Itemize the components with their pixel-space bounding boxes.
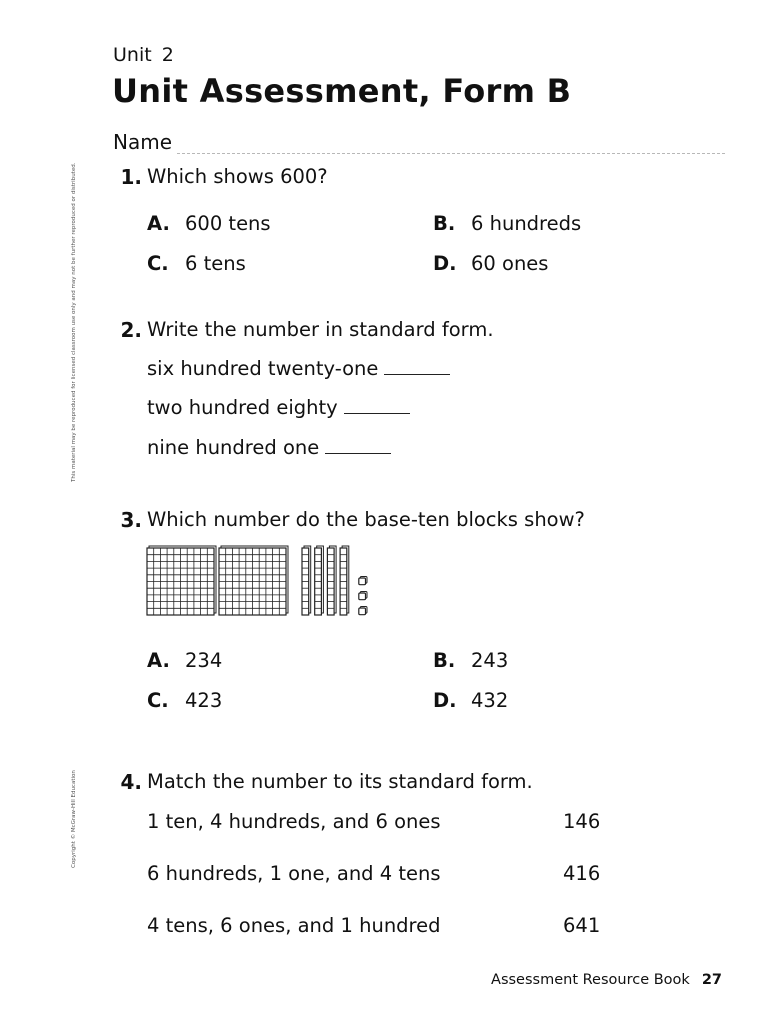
answer-blank[interactable] — [325, 439, 391, 454]
q3-number: 3. — [120, 508, 142, 532]
ones-cube — [359, 607, 367, 615]
base-ten-blocks-figure — [145, 544, 385, 626]
unit-number: 2 — [161, 44, 174, 66]
q1-option-d[interactable]: D. 60 ones — [433, 252, 549, 275]
name-label: Name — [113, 130, 173, 154]
q1-number: 1. — [120, 165, 142, 189]
q2-item-2: two hundred eighty — [147, 396, 410, 419]
tens-rod — [327, 546, 336, 615]
q3-option-c[interactable]: C. 423 — [147, 689, 223, 712]
q1-text: Which shows 600? — [147, 165, 328, 188]
hundreds-flat — [219, 546, 288, 615]
q4-row-2-words[interactable]: 6 hundreds, 1 one, and 4 tens — [147, 862, 441, 885]
tens-rod — [302, 546, 311, 615]
unit-label — [113, 44, 174, 66]
q2-text: Write the number in standard form. — [147, 318, 494, 341]
q3-option-b[interactable]: B. 243 — [433, 649, 509, 672]
q2-item-1: six hundred twenty-one — [147, 357, 450, 380]
page-footer — [491, 972, 722, 988]
unit-word: Unit — [113, 44, 152, 66]
q4-row-3-words[interactable]: 4 tens, 6 ones, and 1 hundred — [147, 914, 441, 937]
footer-book-title: Assessment Resource Book — [491, 972, 690, 988]
page-number: 27 — [701, 972, 722, 988]
name-row — [113, 130, 725, 156]
name-line[interactable] — [177, 153, 725, 154]
q3-option-d[interactable]: D. 432 — [433, 689, 509, 712]
tens-rod — [340, 546, 349, 615]
q3-option-a[interactable]: A. 234 — [147, 649, 223, 672]
q4-text: Match the number to its standard form. — [147, 770, 533, 793]
ones-cube — [359, 577, 367, 585]
answer-blank[interactable] — [384, 360, 450, 375]
side-note-copyright: Copyright © McGraw-Hill Education — [71, 770, 77, 868]
q3-text: Which number do the base-ten blocks show? — [147, 508, 585, 531]
page-title: Unit Assessment, Form B — [112, 72, 572, 110]
q1-option-b[interactable]: B. 6 hundreds — [433, 212, 582, 235]
tens-rod — [315, 546, 324, 615]
q1-option-a[interactable]: A. 600 tens — [147, 212, 271, 235]
q4-number: 4. — [120, 770, 142, 794]
q4-row-1-number[interactable]: 146 — [563, 810, 601, 833]
ones-cube — [359, 592, 367, 600]
q2-item-3: nine hundred one — [147, 436, 391, 459]
hundreds-flat — [147, 546, 216, 615]
q2-number: 2. — [120, 318, 142, 342]
answer-blank[interactable] — [344, 399, 410, 414]
q4-row-2-number[interactable]: 416 — [563, 862, 601, 885]
side-note-usage: This material may be reproduced for licensed classroom use only and may not be further reproduced or distributed. — [71, 162, 77, 482]
q1-option-c[interactable]: C. 6 tens — [147, 252, 246, 275]
q4-row-1-words[interactable]: 1 ten, 4 hundreds, and 6 ones — [147, 810, 441, 833]
q4-row-3-number[interactable]: 641 — [563, 914, 601, 937]
